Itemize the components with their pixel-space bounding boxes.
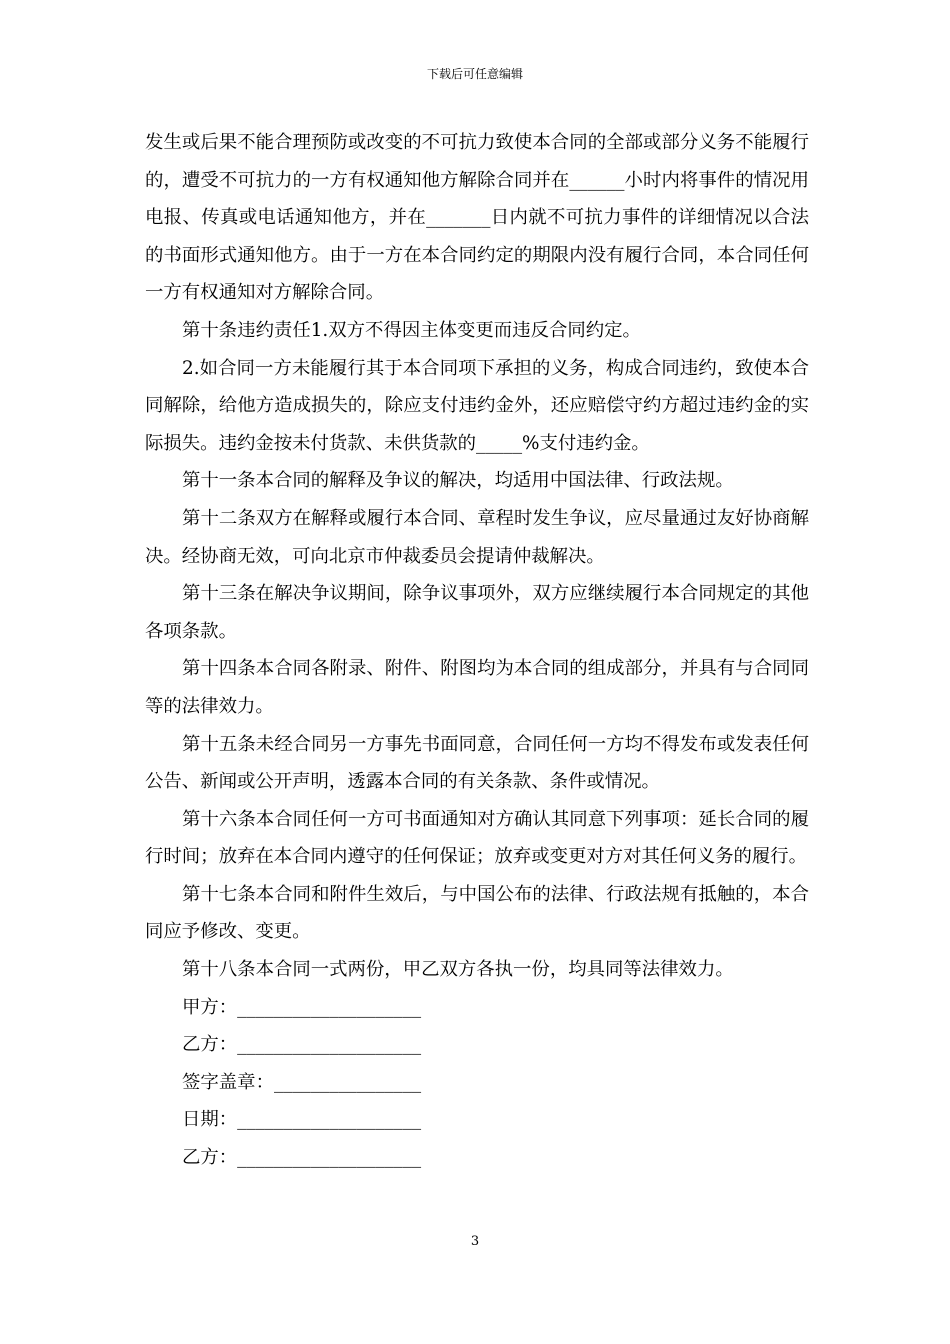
paragraph-article-17: 第十七条本合同和附件生效后，与中国公布的法律、行政法规有抵触的，本合同应予修改、变更。	[145, 883, 809, 943]
paragraph-article-18: 第十八条本合同一式两份，甲乙双方各执一份，均具同等法律效力。	[182, 959, 734, 981]
signature-block	[145, 989, 809, 1177]
paragraph-article-10-item-2: 2.如合同一方未能履行其于本合同项下承担的义务，构成合同违约，致使本合同解除，给他方造成损失的，除应支付违约金外，还应赔偿守约方超过违约金的实际损失。违约金按未付货款、未供货款的_____%支付违约金。	[145, 357, 809, 454]
signature-seal: 签字盖章：________________	[182, 1071, 422, 1093]
signature-party-b: 乙方：____________________	[182, 1034, 422, 1056]
paragraph-article-16: 第十六条本合同任何一方可书面通知对方确认其同意下列事项：延长合同的履行时间；放弃在本合同内遵守的任何保证；放弃或变更对方对其任何义务的履行。	[145, 808, 809, 868]
paragraph-article-14: 第十四条本合同各附录、附件、附图均为本合同的组成部分，并具有与合同同等的法律效力。	[145, 658, 809, 717]
signature-party-a: 甲方：____________________	[182, 996, 422, 1018]
signature-party-b-second: 乙方：____________________	[182, 1147, 422, 1169]
page-number: 3	[470, 1234, 480, 1249]
paragraph-article-15: 第十五条未经合同另一方事先书面同意，合同任何一方均不得发布或发表任何公告、新闻或公开声明，透露本合同的有关条款、条件或情况。	[145, 733, 809, 793]
paragraph-article-11: 第十一条本合同的解释及争议的解决，均适用中国法律、行政法规。	[182, 470, 734, 492]
paragraph-force-majeure: 发生或后果不能合理预防或改变的不可抗力致使本合同的全部或部分义务不能履行的，遭受不可抗力的一方有权通知他方解除合同并在______小时内将事件的情况用电报、传真或电话通知他方，并在_______日内就不可抗力事件的详细情况以合法的书面形式通知他方。由于一方在本合同约定的期限内没有履行合同，本合同任何一方有权通知对方解除合同。	[145, 132, 809, 304]
signature-date: 日期：____________________	[182, 1109, 422, 1131]
paragraph-article-12: 第十二条双方在解释或履行本合同、章程时发生争议，应尽量通过友好协商解决。经协商无效，可向北京市仲裁委员会提请仲裁解决。	[145, 507, 809, 567]
paragraph-article-13: 第十三条在解决争议期间，除争议事项外，双方应继续履行本合同规定的其他各项条款。	[145, 583, 809, 642]
paragraph-article-10: 第十条违约责任1.双方不得因主体变更而违反合同约定。	[182, 319, 641, 341]
document-body	[145, 124, 809, 1177]
page-header: 下载后可任意编辑	[426, 67, 523, 81]
